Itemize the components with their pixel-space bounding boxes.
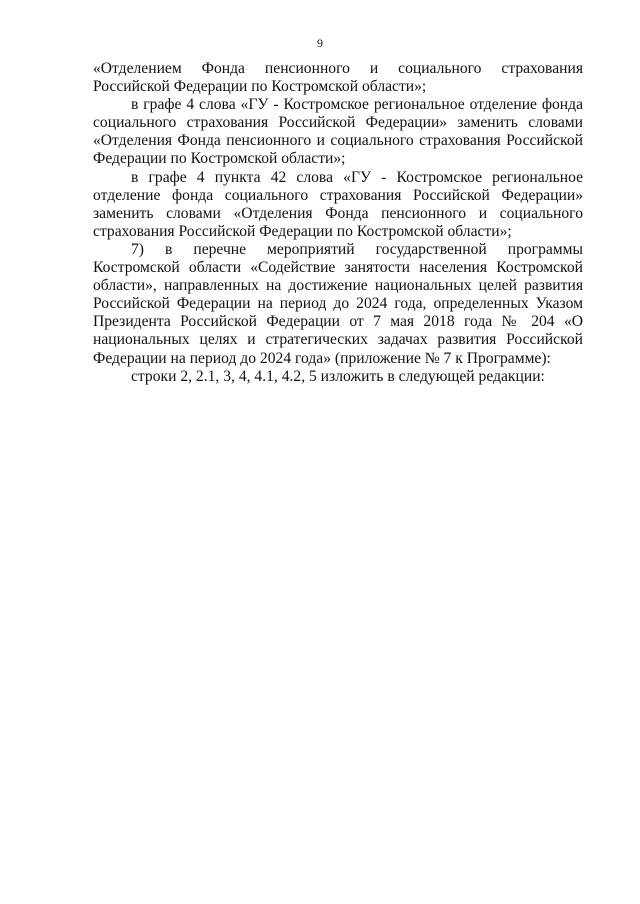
paragraph-continuation: «Отделением Фонда пенсионного и социального страхования Российской Федерации по Костромской области»; [93,60,583,96]
paragraph-item42-replacement: в графе 4 пункта 42 слова «ГУ - Костромское региональное отделение фонда социального страхования Российской Федерации» заменить словами «Отделения Фонда пенсионного и социального страхования Российской Федерации по Костромской области»; [93,168,583,240]
paragraph-column4-replacement: в графе 4 слова «ГУ - Костромское региональное отделение фонда социального страхования Российской Федерации» заменить словами «Отделения Фонда пенсионного и социального страхования Российской Федерации по Костромской области»; [93,96,583,168]
paragraph-item7-program-list: 7) в перечне мероприятий государственной программы Костромской области «Содействие занятости населения Костромской области», направленных на достижение национальных целей развития Российской Федерации на период до 2024 года, определенных Указом Президента Российской Федерации от 7 мая 2018 года № 204 «О национальных целях и стратегических задачах развития Российской Федерации на период до 2024 года» (приложение № 7 к Программе): [93,240,583,367]
page-number: 9 [317,36,323,50]
document-body [93,60,583,386]
paragraph-rows-new-edition: строки 2, 2.1, 3, 4, 4.1, 4.2, 5 изложить в следующей редакции: [131,367,545,385]
